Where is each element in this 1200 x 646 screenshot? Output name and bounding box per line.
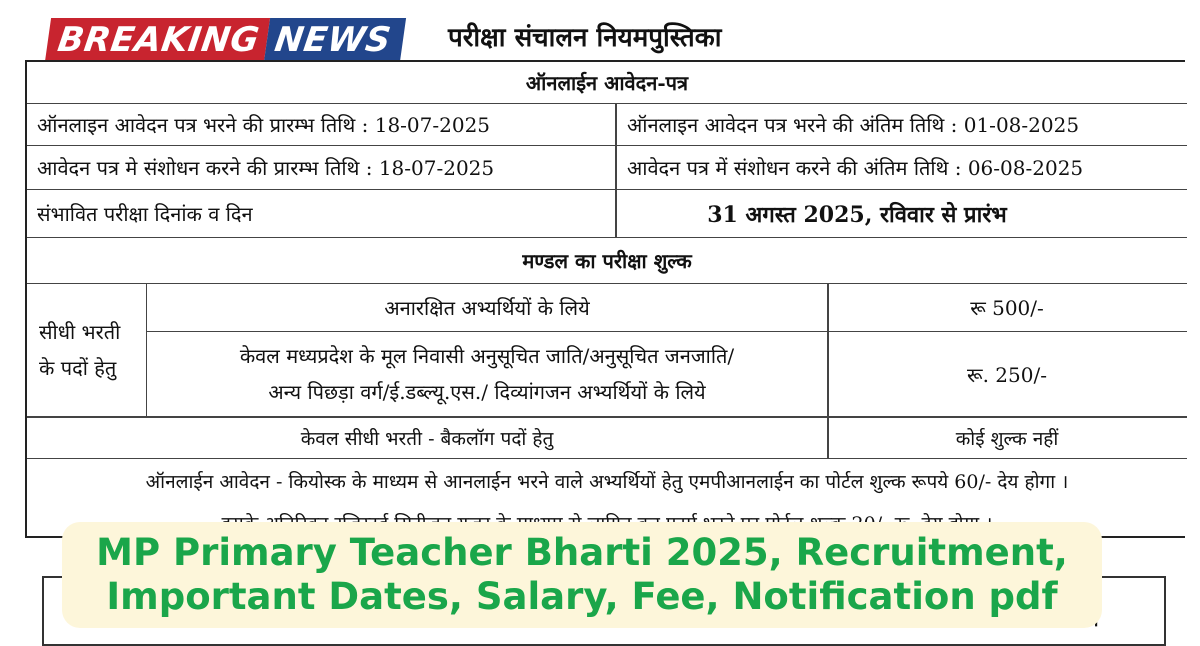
fee-group-label xyxy=(27,284,147,416)
exam-date-value: 31 अगस्त 2025, रविवार से प्रारंभ xyxy=(707,201,1007,228)
section-online-title: ऑनलाईन आवेदन-पत्र xyxy=(525,71,689,95)
table-row xyxy=(27,104,1187,146)
fee-category-general: अनारक्षित अभ्यर्थियों के लिये xyxy=(384,296,590,320)
document-table xyxy=(25,60,1185,538)
fee-category-reserved-line1: केवल मध्यप्रदेश के मूल निवासी अनुसूचित जाति/अनुसूचित जनजाति/ xyxy=(239,344,735,368)
start-date-cell: ऑनलाइन आवेदन पत्र भरने की प्रारम्भ तिथि : 18-07-2025 xyxy=(37,113,491,137)
news-label: NEWS xyxy=(264,18,406,62)
exam-date-label: संभावित परीक्षा दिनांक व दिन xyxy=(37,202,253,226)
correction-start-cell: आवेदन पत्र मे संशोधन करने की प्रारम्भ तिथि : 18-07-2025 xyxy=(37,156,495,180)
headline-line2: Important Dates, Salary, Fee, Notification pdf xyxy=(106,575,1058,618)
end-date-cell: ऑनलाइन आवेदन पत्र भरने की अंतिम तिथि : 01-08-2025 xyxy=(627,113,1080,137)
correction-end-cell: आवेदन पत्र में संशोधन करने की अंतिम तिथि : 06-08-2025 xyxy=(627,156,1084,180)
section-fee-title: मण्डल का परीक्षा शुल्क xyxy=(522,249,692,273)
fee-row xyxy=(147,332,1187,416)
table-row xyxy=(27,190,1187,238)
breaking-news-badge xyxy=(45,18,406,62)
portal-fee-note: ऑनलाईन आवेदन - कियोस्क के माध्यम से आनलाईन भरने वाले अभ्यर्थियों हेतु एमपीआनलाईन का पोर्टल शुल्क रूपये 60/- देय होगा । xyxy=(145,471,1069,493)
fee-amount-general: रू 500/- xyxy=(970,296,1044,320)
fee-group-label-line1: सीधी भरती xyxy=(39,320,121,344)
headline-banner xyxy=(62,522,1102,628)
backlog-category: केवल सीधी भरती - बैकलॉग पदों हेतु xyxy=(300,427,554,450)
fee-row xyxy=(147,284,1187,332)
fee-category-reserved-line2: अन्य पिछड़ा वर्ग/ई.डब्ल्यू.एस./ दिव्यांगजन अभ्यर्थियों के लिये xyxy=(268,380,706,404)
backlog-row xyxy=(27,417,1187,459)
headline-line1: MP Primary Teacher Bharti 2025, Recruitment, xyxy=(96,531,1068,574)
document-title: परीक्षा संचालन नियमपुस्तिका xyxy=(448,23,722,53)
section-fee-header xyxy=(27,238,1187,284)
table-row xyxy=(27,146,1187,190)
fee-amount-reserved: रू. 250/- xyxy=(967,362,1047,387)
column-divider xyxy=(615,104,617,238)
fee-category-reserved xyxy=(147,332,827,416)
section-online-header xyxy=(27,62,1187,104)
breaking-label: BREAKING xyxy=(45,18,270,62)
fee-group-label-line2: के पदों हेतु xyxy=(39,356,117,380)
backlog-amount: कोई शुल्क नहीं xyxy=(955,427,1059,450)
